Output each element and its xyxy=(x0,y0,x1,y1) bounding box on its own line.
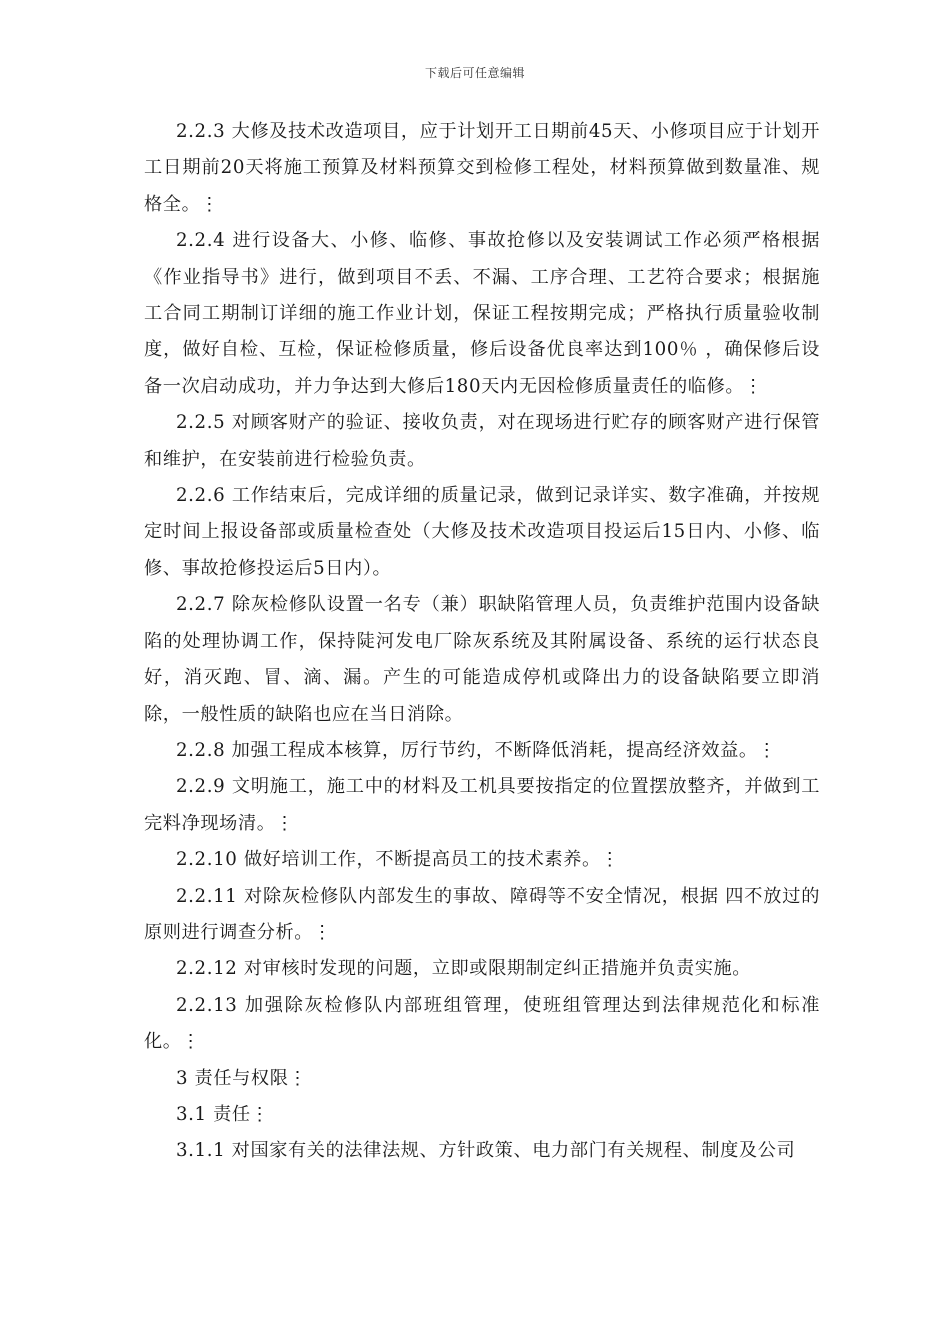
section-heading-3-1: 3.1 责任⋮ xyxy=(176,1103,270,1125)
paragraph-2-2-11: 2.2.11 对除灰检修队内部发生的事故、障碍等不安全情况，根据 四不放过的原则进行调查分析。⋮ xyxy=(144,885,820,943)
paragraph-2-2-7: 2.2.7 除灰检修队设置一名专（兼）职缺陷管理人员，负责维护范围内设备缺陷的处理协调工作，保持陡河发电厂除灰系统及其附属设备、系统的运行状态良好，消灭跑、冒、滴、漏。产生的可能造成停机或降出力的设备缺陷要立即消除，一般性质的缺陷也应在当日消除。 xyxy=(144,594,820,725)
paragraph-2-2-12: 2.2.12 对审核时发现的问题，立即或限期制定纠正措施并负责实施。 xyxy=(176,958,752,980)
paragraph-2-2-9: 2.2.9 文明施工，施工中的材料及工机具要按指定的位置摆放整齐，并做到工完料净现场清。⋮ xyxy=(144,776,820,834)
paragraph-2-2-10: 2.2.10 做好培训工作，不断提高员工的技术素养。⋮ xyxy=(176,849,620,871)
paragraph-2-2-6: 2.2.6 工作结束后，完成详细的质量记录，做到记录详实、数字准确，并按规定时间上报设备部或质量检查处（大修及技术改造项目投运后15日内、小修、临修、事故抢修投运后5日内）。 xyxy=(144,485,820,579)
paragraph-2-2-8: 2.2.8 加强工程成本核算，厉行节约，不断降低消耗，提高经济效益。⋮ xyxy=(176,739,777,761)
page-header: 下载后可任意编辑 xyxy=(424,66,525,80)
section-heading-3: 3 责任与权限⋮ xyxy=(176,1067,308,1089)
paragraph-2-2-5: 2.2.5 对顾客财产的验证、接收负责，对在现场进行贮存的顾客财产进行保管和维护，在安装前进行检验负责。 xyxy=(144,412,820,470)
paragraph-2-2-13: 2.2.13 加强除灰检修队内部班组管理，使班组管理达到法律规范化和标准化。⋮ xyxy=(144,994,820,1053)
paragraph-2-2-4: 2.2.4 进行设备大、小修、临修、事故抢修以及安装调试工作必须严格根据《作业指导书》进行，做到项目不丢、不漏、工序合理、工艺符合要求；根据施工合同工期制订详细的施工作业计划，保证工程按期完成；严格执行质量验收制度，做好自检、互检，保证检修质量，修后设备优良率达到100％ ，确保修后设备一次启动成功，并力争达到大修后180天内无因检修质量责任的临修。⋮ xyxy=(144,230,820,397)
paragraph-2-2-3: 2.2.3 大修及技术改造项目，应于计划开工日期前45天、小修项目应于计划开工日期前20天将施工预算及材料预算交到检修工程处，材料预算做到数量准、规格全。⋮ xyxy=(144,121,820,215)
paragraph-3-1-1: 3.1.1 对国家有关的法律法规、方针政策、电力部门有关规程、制度及公司 xyxy=(176,1140,796,1162)
document-body xyxy=(144,114,820,1170)
